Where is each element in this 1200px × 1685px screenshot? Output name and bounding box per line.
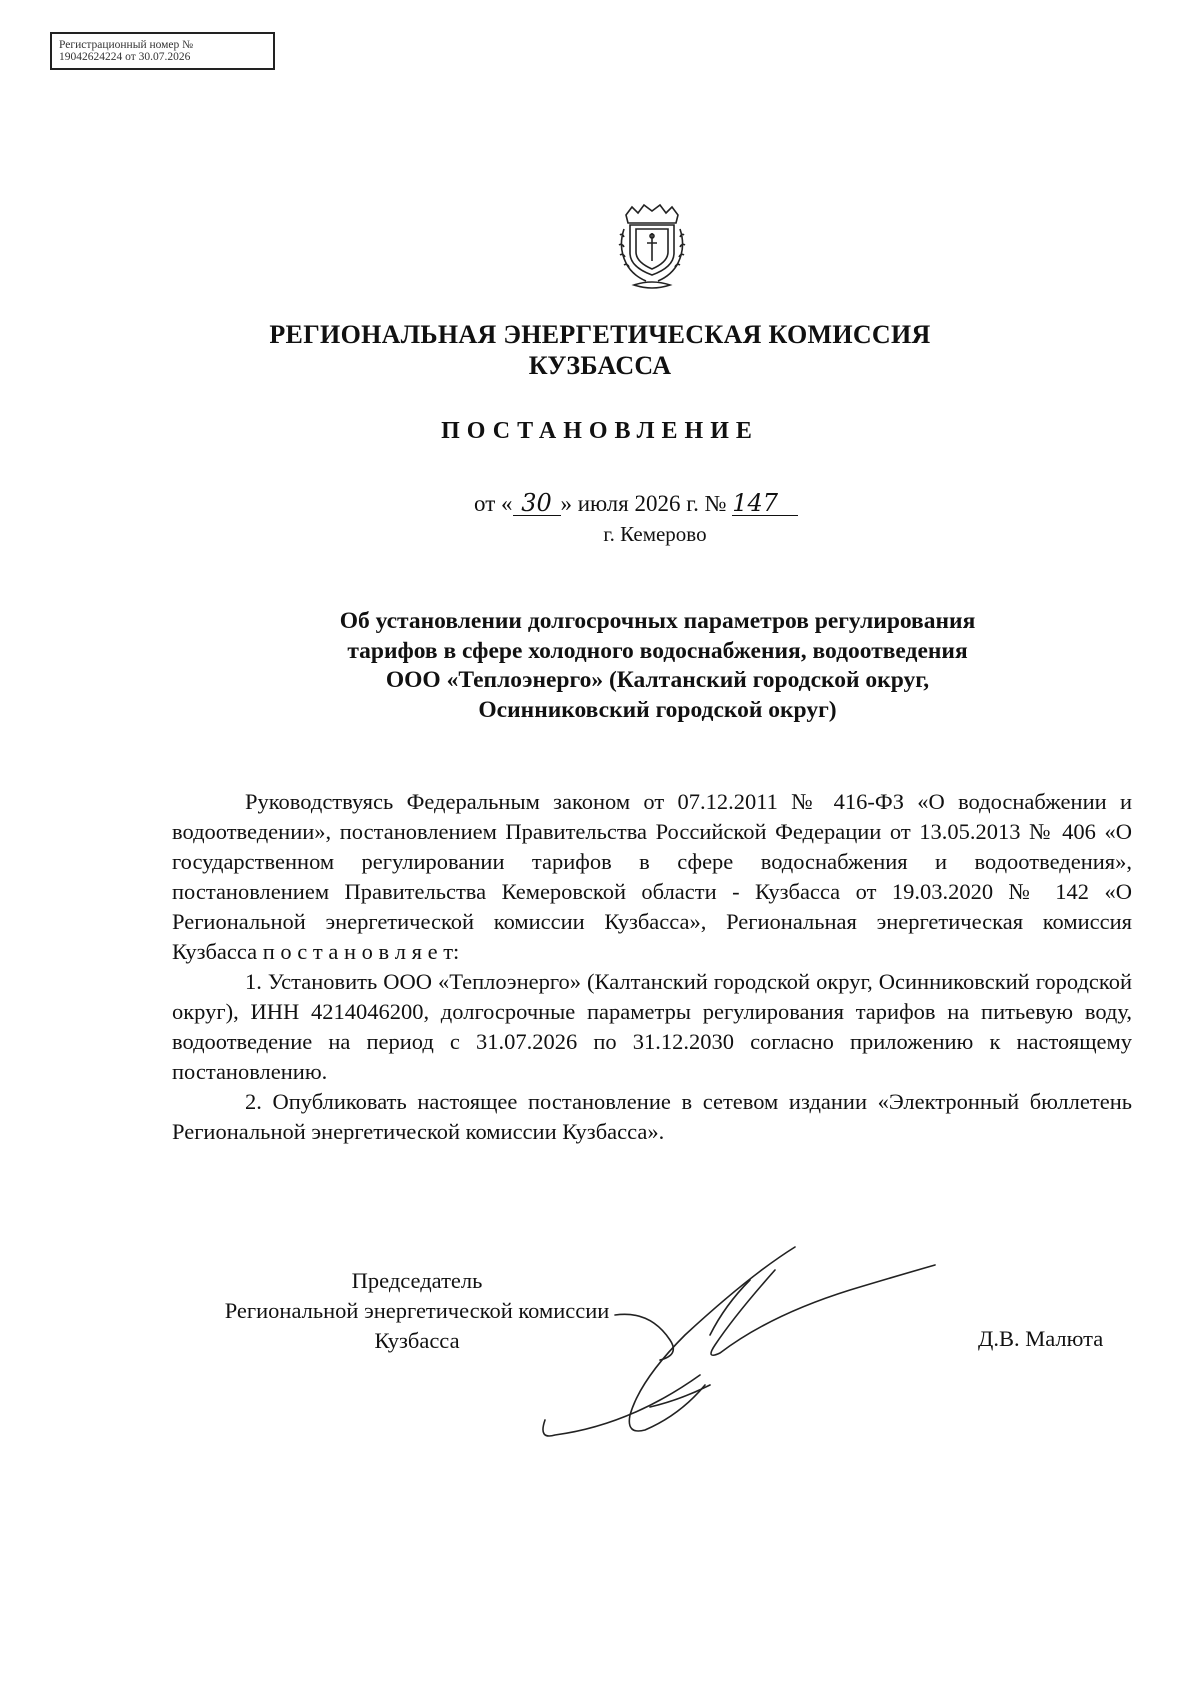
subject-line: ООО «Теплоэнерго» (Калтанский городской округ, bbox=[385, 667, 930, 693]
signatory-region: Кузбасса bbox=[374, 1328, 460, 1353]
handwritten-day: 30 bbox=[513, 491, 561, 516]
signatory-name: Д.В. Малюта bbox=[978, 1326, 1104, 1351]
city: г. Кемерово bbox=[603, 522, 707, 546]
preamble-paragraph: Руководствуясь Федеральным законом от 07.12.2011 № 416-ФЗ «О водоснабжении и водоотведении», постановлением Правительства Российской Федерации от 13.05.2013 № 406 «О государственном регулировании тарифов в сфере водоснабжения и водоотведения», постановлением Правительства Кемеровской области - Кузбасса от 19.03.2020 № 142 «О Региональной энергетической комиссии Кузбасса», Региональная энергетическая комиссия Кузбасса п о с т а н о в л я е т: bbox=[172, 789, 1132, 964]
registration-number: 19042624224 от 30.07.2026 bbox=[59, 51, 191, 63]
resolution-item-1: 1. Установить ООО «Теплоэнерго» (Калтанский городской округ, Осинниковский городской округ), ИНН 4214046200, долгосрочные параметры регулирования тарифов на питьевую воду, водоотведение на период с 31.07.2026 по 31.12.2030 согласно приложению к настоящему постановлению. bbox=[172, 969, 1132, 1084]
organization-name: РЕГИОНАЛЬНАЯ ЭНЕРГЕТИЧЕСКАЯ КОМИССИЯ bbox=[269, 320, 931, 349]
organization-region: КУЗБАССА bbox=[528, 351, 672, 380]
document-type: ПОСТАНОВЛЕНИЕ bbox=[441, 418, 759, 444]
handwritten-signature bbox=[520, 1235, 990, 1485]
handwritten-number: 147 bbox=[732, 491, 798, 516]
document-subject bbox=[200, 607, 1115, 725]
date-prefix: от « bbox=[474, 491, 513, 516]
signatory-organization: Региональной энергетической комиссии bbox=[224, 1298, 610, 1323]
date-middle: » июля 2026 г. № bbox=[560, 491, 727, 516]
registration-stamp bbox=[50, 32, 275, 70]
registration-label: Регистрационный номер № bbox=[59, 39, 194, 51]
resolution-item-2: 2. Опубликовать настоящее постановление в сетевом издании «Электронный бюллетень Региональной энергетической комиссии Кузбасса». bbox=[172, 1089, 1132, 1144]
subject-line: тарифов в сфере холодного водоснабжения, водоотведения bbox=[347, 637, 968, 664]
kuzbass-coat-of-arms-icon bbox=[612, 203, 692, 293]
subject-line: Об установлении долгосрочных параметров регулирования bbox=[339, 608, 976, 634]
subject-line: Осинниковский городской округ) bbox=[478, 696, 837, 723]
date-number-line bbox=[474, 491, 798, 517]
signatory-position: Председатель bbox=[351, 1268, 483, 1293]
document-body bbox=[172, 787, 1132, 1147]
